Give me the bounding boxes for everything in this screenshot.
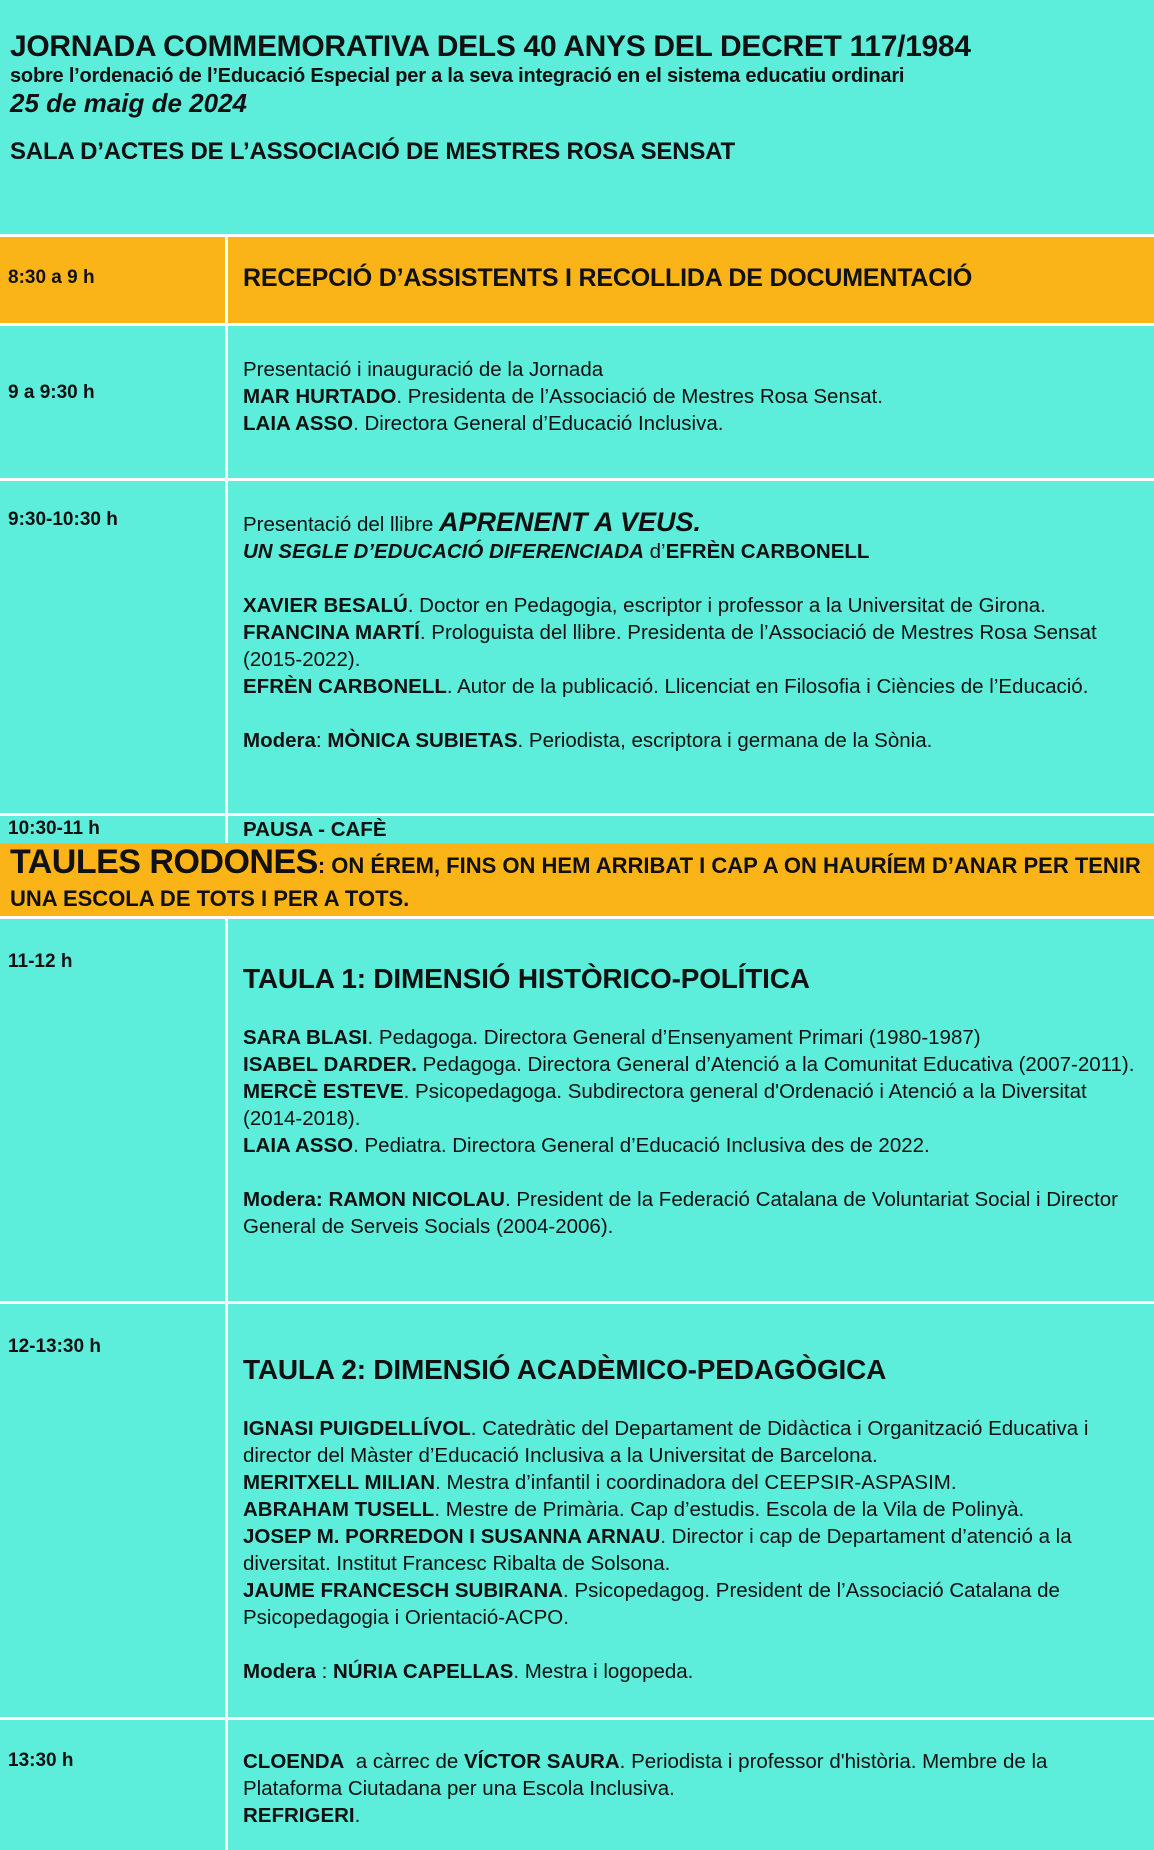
event-venue: SALA D’ACTES DE L’ASSOCIACIÓ DE MESTRES ROSA SENSAT [10, 138, 735, 165]
refreshment-end: . [354, 1804, 361, 1827]
speaker-name: LAIA ASSO [243, 1134, 354, 1157]
speaker-name: MAR HURTADO [243, 385, 397, 408]
schedule-row-reception [0, 237, 1154, 323]
time-label: 8:30 a 9 h [0, 237, 228, 323]
speaker-name: ABRAHAM TUSELL [243, 1498, 435, 1521]
speaker-line [243, 673, 1146, 700]
speaker-line [243, 1577, 1146, 1631]
time-label: 10:30-11 h [0, 816, 228, 843]
time-label: 9:30-10:30 h [0, 481, 228, 813]
roundtables-title: TAULES RODONES [10, 843, 318, 881]
schedule-row-table1 [0, 919, 1154, 1301]
refreshment-label: REFRIGERI [243, 1804, 355, 1827]
moderator-desc: . President de la Federació Catalana de Voluntariat Social i Director General de Serveis Socials (2004-2006). [243, 1188, 1119, 1238]
speaker-line [243, 1051, 1146, 1078]
speaker-line [243, 1469, 1146, 1496]
schedule-row-opening [0, 326, 1154, 478]
speaker-name: MERITXELL MILIAN [243, 1471, 436, 1494]
roundtables-banner [0, 843, 1154, 916]
speaker-name: FRANCINA MARTÍ [243, 621, 420, 644]
book-subtitle-line [243, 538, 1146, 565]
speaker-line [243, 1078, 1146, 1132]
roundtables-subtitle: : ON ÉREM, FINS ON HEM ARRIBAT I CAP A ON HAURÍEM D’ANAR PER TENIR UNA ESCOLA DE TOTS I PER A TOTS. [10, 853, 1141, 911]
speaker-line [243, 383, 1146, 410]
moderator-sep: : [315, 729, 328, 752]
closing-desc: . Periodista i professor d'història. Membre de la Plataforma Ciutadana per una Escola Inclusiva. [243, 1750, 1048, 1800]
page-title: JORNADA COMMEMORATIVA DELS 40 ANYS DEL DECRET 117/1984 [10, 30, 971, 63]
speaker-line [243, 619, 1146, 673]
moderator-line [243, 1658, 1146, 1685]
speaker-line [243, 410, 1146, 437]
break-title: PAUSA - CAFÈ [243, 818, 387, 841]
time-label: 12-13:30 h [0, 1304, 228, 1717]
speaker-line [243, 1024, 1146, 1051]
reception-title: RECEPCIÓ D’ASSISTENTS I RECOLLIDA DE DOCUMENTACIÓ [243, 264, 973, 292]
moderator-desc: . Mestra i logopeda. [513, 1660, 694, 1683]
speaker-line [243, 1523, 1146, 1577]
speaker-desc: . Catedràtic del Departament de Didàctica i Organització Educativa i director del Màster d’Educació Inclusiva a la Universitat de Barcelona. [243, 1417, 1089, 1467]
speaker-desc: . Presidenta de l’Associació de Mestres Rosa Sensat. [396, 385, 883, 408]
speaker-line [243, 1132, 1146, 1159]
moderator-name: RAMON NICOLAU [328, 1188, 505, 1211]
speaker-name: SARA BLASI [243, 1026, 368, 1049]
speaker-name: JOSEP M. PORREDON I SUSANNA ARNAU [243, 1525, 661, 1548]
page-subtitle: sobre l’ordenació de l’Educació Especial per a la seva integració en el sistema educatiu ordinari [10, 65, 905, 87]
time-label: 11-12 h [0, 919, 228, 1301]
moderator-desc: . Periodista, escriptora i germana de la Sònia. [517, 729, 933, 752]
speaker-name: EFRÈN CARBONELL [243, 675, 447, 698]
opening-intro: Presentació i inauguració de la Jornada [243, 358, 604, 381]
speaker-name: ISABEL DARDER. [243, 1053, 417, 1076]
speaker-name: IGNASI PUIGDELLÍVOL [243, 1417, 471, 1440]
moderator-name: NÚRIA CAPELLAS [333, 1660, 514, 1683]
closing-label: CLOENDA [243, 1750, 345, 1773]
refreshment-line [243, 1802, 1146, 1829]
book-title: APRENENT A VEUS. [439, 507, 702, 537]
closing-text: a càrrec de [344, 1750, 464, 1773]
speaker-name: XAVIER BESALÚ [243, 594, 408, 617]
moderator-line [243, 727, 1146, 754]
speaker-desc: . Mestre de Primària. Cap d’estudis. Escola de la Vila de Polinyà. [434, 1498, 1025, 1521]
speaker-name: JAUME FRANCESCH SUBIRANA [243, 1579, 564, 1602]
speaker-line [243, 592, 1146, 619]
table1-title: TAULA 1: DIMENSIÓ HISTÒRICO-POLÍTICA [243, 963, 810, 994]
event-date: 25 de maig de 2024 [10, 88, 248, 118]
closing-line [243, 1748, 1146, 1802]
book-author: EFRÈN CARBONELL [665, 540, 870, 563]
speaker-desc: . Pedagoga. Directora General d’Ensenyament Primari (1980-1987) [367, 1026, 981, 1049]
speaker-name: LAIA ASSO [243, 412, 354, 435]
book-subtitle: UN SEGLE D’EDUCACIÓ DIFERENCIADA [243, 540, 644, 563]
moderator-label: Modera [243, 729, 316, 752]
moderator-line [243, 1186, 1146, 1240]
moderator-label: Modera: [243, 1188, 323, 1211]
speaker-line [243, 1496, 1146, 1523]
schedule-row-break [0, 816, 1154, 843]
speaker-desc: . Autor de la publicació. Llicenciat en Filosofia i Ciències de l’Educació. [446, 675, 1089, 698]
schedule-row-table2 [0, 1304, 1154, 1717]
speaker-desc: . Mestra d’infantil i coordinadora del CEEPSIR-ASPASIM. [435, 1471, 957, 1494]
header [10, 30, 1150, 166]
schedule-row-book [0, 481, 1154, 813]
speaker-desc: . Doctor en Pedagogia, escriptor i professor a la Universitat de Girona. [407, 594, 1046, 617]
speaker-desc: Pedagoga. Directora General d’Atenció a la Comunitat Educativa (2007-2011). [416, 1053, 1135, 1076]
time-label: 13:30 h [0, 1720, 228, 1850]
moderator-name: MÒNICA SUBIETAS [327, 729, 518, 752]
speaker-desc: . Directora General d’Educació Inclusiva. [353, 412, 724, 435]
book-by: d’ [643, 540, 666, 563]
table2-title: TAULA 2: DIMENSIÓ ACADÈMICO-PEDAGÒGICA [243, 1354, 887, 1385]
schedule-row-closing [0, 1720, 1154, 1850]
closing-name: VÍCTOR SAURA [464, 1750, 620, 1773]
moderator-sep: : [315, 1660, 333, 1683]
speaker-line [243, 1415, 1146, 1469]
speaker-desc: . Pediatra. Directora General d’Educació Inclusiva des de 2022. [353, 1134, 930, 1157]
book-intro-line [243, 509, 1146, 538]
speaker-desc: . Director i cap de Departament d’atenció a la diversitat. Institut Francesc Ribalta de Solsona. [243, 1525, 1072, 1575]
speaker-desc: . Psicopedagoga. Subdirectora general d'Ordenació i Atenció a la Diversitat (2014-2018). [243, 1080, 1087, 1130]
book-intro: Presentació del llibre [243, 513, 439, 536]
moderator-label: Modera [243, 1660, 316, 1683]
speaker-desc: . Psicopedagog. President de l’Associació Catalana de Psicopedagogia i Orientació-ACPO. [243, 1579, 1060, 1629]
speaker-name: MERCÈ ESTEVE [243, 1080, 404, 1103]
speaker-desc: . Prologuista del llibre. Presidenta de l’Associació de Mestres Rosa Sensat (2015-2022). [243, 621, 1097, 671]
time-label: 9 a 9:30 h [0, 326, 228, 478]
